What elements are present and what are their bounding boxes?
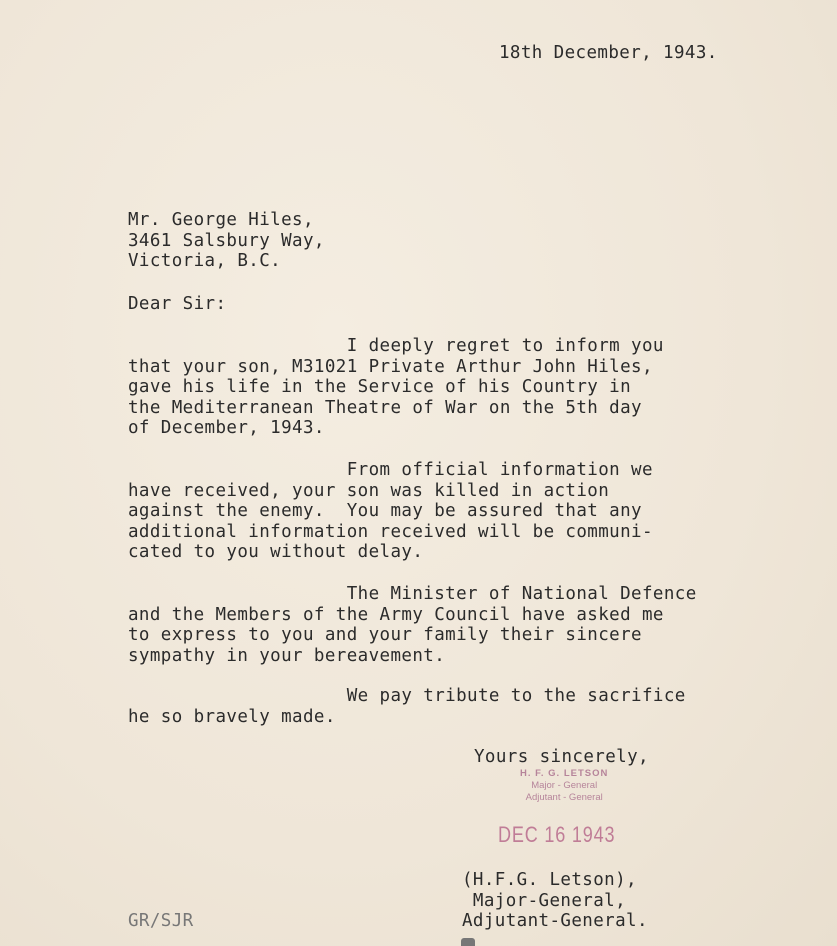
reference-initials: GR/SJR — [128, 911, 194, 931]
paragraph-sympathy: The Minister of National Defence and the Members of the Army Council have asked me to express to you and your family their sincere sympathy in your bereavement. — [128, 584, 697, 666]
page-edge-tab — [461, 938, 475, 946]
recipient-name: Mr. George Hiles, — [128, 210, 314, 230]
paragraph-information: From official information we have received, your son was killed in action against the enemy. You may be assured that any additional information received will be communi- cated to you without delay. — [128, 460, 653, 563]
paragraph-regret: I deeply regret to inform you that your son, M31021 Private Arthur John Hiles, gave his life in the Service of his Country in the Mediterranean Theatre of War on the 5th day of December, 1943. — [128, 336, 664, 439]
recipient-city: Victoria, B.C. — [128, 251, 282, 272]
salutation: Dear Sir: — [128, 294, 227, 314]
signatory-title: Adjutant-General. — [462, 911, 648, 932]
paragraph-tribute: We pay tribute to the sacrifice he so bravely made. — [128, 686, 686, 727]
signature-block — [462, 870, 648, 932]
closing: Yours sincerely, — [474, 747, 649, 767]
signatory-rank: Major-General, — [462, 890, 627, 911]
signature-stamp — [520, 768, 608, 804]
letter-date: 18th December, 1943. — [499, 43, 718, 63]
stamp-rank: Major - General — [531, 780, 598, 791]
recipient-street: 3461 Salsbury Way, — [128, 230, 325, 251]
stamp-name: H. F. G. LETSON — [520, 768, 609, 779]
recipient-address — [128, 210, 325, 272]
stamp-title: Adjutant - General — [525, 792, 603, 803]
signatory-name: (H.F.G. Letson), — [462, 870, 637, 890]
received-date-stamp: DEC 16 1943 — [498, 822, 616, 847]
